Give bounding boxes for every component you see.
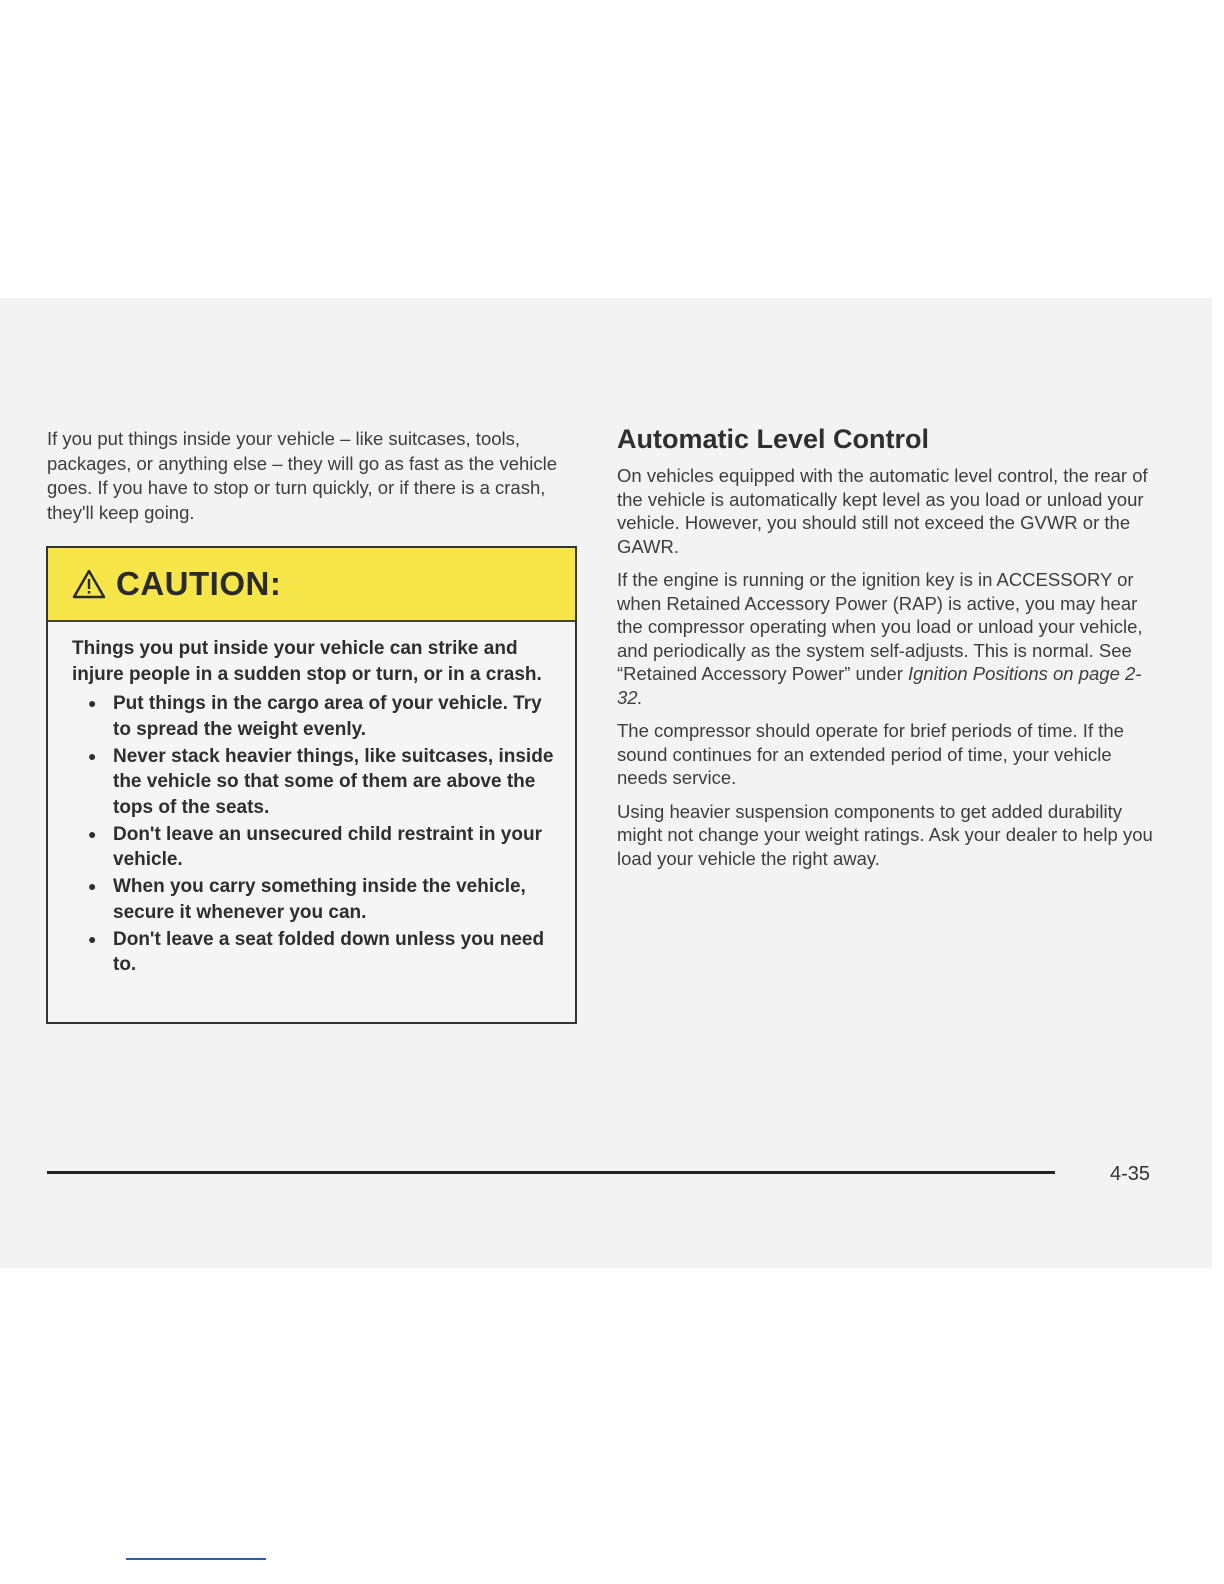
- page-number: 4-35: [1110, 1163, 1151, 1185]
- caution-item: ● Don't leave an unsecured child restraint in your vehicle.: [88, 823, 542, 870]
- caution-item: ● Put things in the cargo area of your vehicle. Try to spread the weight evenly.: [88, 693, 542, 740]
- cross-reference: Ignition Positions on page 2-32.: [617, 663, 1142, 708]
- left-column: [47, 427, 577, 525]
- manual-page: [0, 298, 1212, 1268]
- caution-item: ● When you carry something inside the vehicle, secure it whenever you can.: [88, 876, 526, 923]
- paragraph-2-text: If the engine is running or the ignition key is in ACCESSORY or when Retained Accessory Power (RAP) is active, you may hear the compressor operating when you load or unload your vehicle, and periodically as the system self-adjusts. This is normal. See “Retained Accessory Power” under: [617, 569, 1143, 684]
- caution-box: [46, 546, 577, 1024]
- bottom-link-underline[interactable]: [126, 1558, 266, 1560]
- bullet-icon: ●: [88, 825, 97, 842]
- paragraph-3: The compressor should operate for brief periods of time. If the sound continues for an extended period of time, your vehicle needs service.: [617, 720, 1124, 788]
- intro-paragraph: If you put things inside your vehicle – like suitcases, tools, packages, or anything else – they will go as fast as the vehicle goes. If you have to stop or turn quickly, or if there is a crash, they'll keep going.: [47, 428, 558, 523]
- caution-item: ● Never stack heavier things, like suitcases, inside the vehicle so that some of them are above the tops of the seats.: [88, 745, 554, 818]
- caution-body: [48, 622, 575, 978]
- bullet-icon: ●: [88, 930, 97, 947]
- paragraph-1: On vehicles equipped with the automatic level control, the rear of the vehicle is automatically kept level as you load or unload your vehicle. However, you should still not exceed the GVWR or the GAWR.: [617, 465, 1148, 557]
- warning-triangle-icon: [72, 568, 106, 600]
- caution-lead: Things you put inside your vehicle can strike and injure people in a sudden stop or turn, or in a crash.: [72, 638, 542, 685]
- bullet-icon: ●: [88, 695, 97, 711]
- caution-list: [72, 691, 555, 978]
- caution-header: [48, 548, 575, 622]
- section-heading: Automatic Level Control: [617, 424, 930, 454]
- caution-title: CAUTION:: [116, 565, 282, 602]
- bullet-icon: ●: [88, 878, 97, 894]
- footer-rule: [47, 1171, 1055, 1174]
- paragraph-2: [617, 568, 1162, 709]
- bullet-icon: ●: [88, 747, 97, 764]
- right-column: [617, 422, 1162, 880]
- caution-item: ● Don't leave a seat folded down unless you need to.: [88, 928, 545, 975]
- paragraph-4: Using heavier suspension components to get added durability might not change your weight ratings. Ask your dealer to help you load your vehicle the right away.: [617, 800, 1153, 869]
